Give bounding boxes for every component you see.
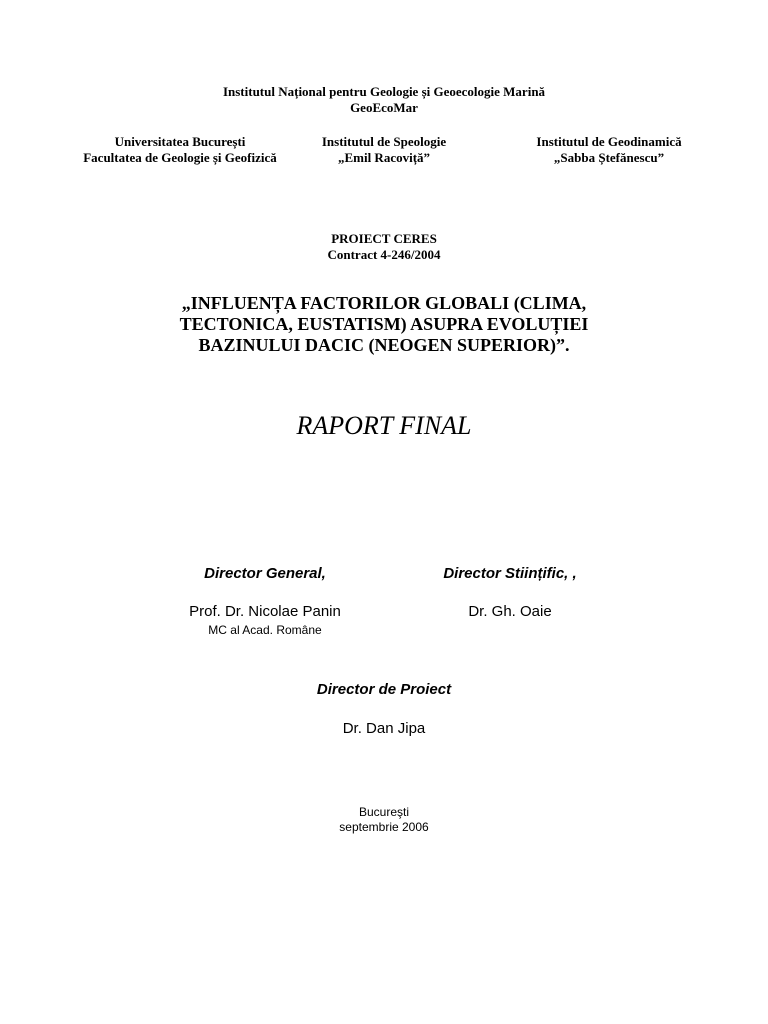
institution-speleology-namesake: „Emil Racoviță” bbox=[337, 150, 431, 165]
report-title-line-2: TECTONICA, EUSTATISM) ASUPRA EVOLUȚIEI bbox=[179, 314, 589, 334]
report-title-line-1: „INFLUENȚA FACTORILOR GLOBALI (CLIMA, bbox=[181, 293, 587, 313]
city: Bucureşti bbox=[358, 805, 410, 819]
institution-geodynamics-name: Institutul de Geodinamică bbox=[536, 134, 682, 149]
date: septembrie 2006 bbox=[339, 820, 429, 834]
project-contract: Contract 4-246/2004 bbox=[327, 247, 441, 262]
institution-speleology-name: Institutul de Speologie bbox=[321, 134, 447, 149]
main-institution-name: Institutul Național pentru Geologie și Geoecologie Marină bbox=[222, 84, 546, 99]
institution-speleology bbox=[254, 134, 514, 166]
director-stiintific-role: Director Stiințific, , bbox=[443, 565, 577, 582]
main-institution-acronym: GeoEcoMar bbox=[350, 100, 418, 115]
report-type-heading: RAPORT FINAL bbox=[296, 411, 472, 440]
institution-university-faculty: Facultatea de Geologie și Geofizică bbox=[83, 150, 277, 165]
main-institution-header bbox=[0, 84, 768, 116]
director-stiintific-name: Dr. Gh. Oaie bbox=[468, 603, 552, 620]
project-name: PROIECT CERES bbox=[331, 231, 437, 246]
director-general-name: Prof. Dr. Nicolae Panin bbox=[189, 603, 341, 620]
director-general-affiliation: MC al Acad. Române bbox=[208, 623, 322, 637]
institution-geodynamics bbox=[479, 134, 739, 166]
director-general-role: Director General, bbox=[204, 565, 326, 582]
director-proiect-name: Dr. Dan Jipa bbox=[342, 720, 426, 737]
project-block bbox=[0, 231, 768, 263]
report-title-line-3: BAZINULUI DACIC (NEOGEN SUPERIOR)”. bbox=[198, 335, 570, 355]
institution-university-name: Universitatea București bbox=[114, 134, 246, 149]
place-and-date bbox=[0, 805, 768, 835]
report-title bbox=[0, 293, 768, 356]
director-proiect-role: Director de Proiect bbox=[316, 681, 452, 698]
institution-geodynamics-namesake: „Sabba Ștefănescu” bbox=[553, 150, 665, 165]
